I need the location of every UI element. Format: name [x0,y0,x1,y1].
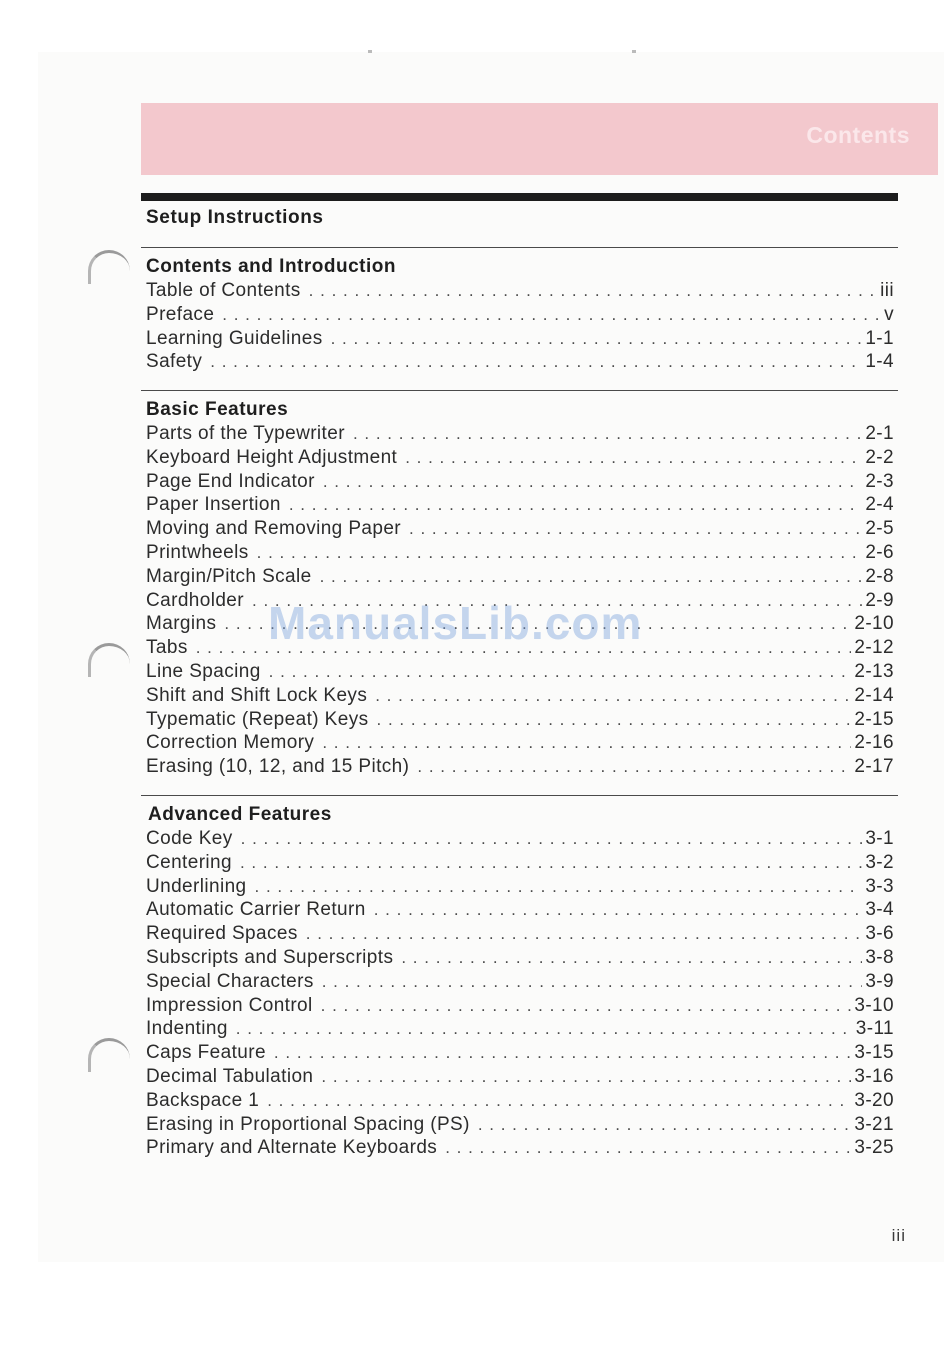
entry-label: Shift and Shift Lock Keys [146,684,368,706]
watermark: ManualsLib.com [268,597,643,649]
entry-page: 3-1 [865,828,894,849]
toc-entry[interactable] [146,827,894,851]
entry-label: Parts of the Typewriter [146,423,345,444]
dot-leader [405,446,862,470]
entry-label: Tabs [146,637,188,659]
entry-page: 2-5 [865,518,894,540]
entry-label: Impression Control [146,994,313,1016]
entry-label: Erasing in Proportional Spacing (PS) [146,1113,470,1135]
toc-entry[interactable] [146,1136,894,1160]
entry-page: 2-10 [854,613,894,635]
toc-entry[interactable] [146,708,894,732]
section-rule [141,795,898,796]
entry-page: 3-6 [865,923,894,945]
dot-leader [321,1065,851,1089]
dot-leader [267,1089,851,1113]
toc-entry[interactable] [146,898,894,922]
dot-leader [401,946,862,970]
entry-page: 2-17 [854,756,894,778]
entry-label: Keyboard Height Adjustment [146,446,398,468]
toc-entry[interactable] [146,1065,894,1089]
toc-entry[interactable] [146,851,894,875]
section-rule [141,390,898,391]
entry-label: Margin/Pitch Scale [146,565,312,587]
entry-page: 2-3 [865,470,894,492]
dot-leader [269,660,852,684]
toc-entry[interactable] [146,541,894,565]
dot-leader [353,422,862,446]
toc-section-basic-features [141,390,898,779]
binder-hole-icon [88,1038,130,1072]
dot-leader [306,922,863,946]
entry-page: 2-8 [865,565,894,587]
entry-page: 1-1 [865,327,894,349]
entry-page: 3-20 [854,1089,894,1111]
toc-entry[interactable] [146,446,894,470]
entry-page: 2-2 [865,446,894,468]
entry-label: Caps Feature [146,1042,266,1064]
toc-entry[interactable] [146,327,894,351]
entry-page: 3-16 [854,1065,894,1087]
entry-page: 3-15 [854,1042,894,1064]
toc-entry[interactable] [146,1017,894,1041]
top-rule [141,193,898,201]
dot-leader [240,851,862,875]
dot-leader [309,279,877,303]
dot-leader [274,1041,851,1065]
toc-section-contents-introduction [141,247,898,374]
binder-hole-icon [88,250,130,284]
toc-entry[interactable] [146,565,894,589]
toc-entry[interactable] [146,922,894,946]
dot-leader [289,493,862,517]
entry-page: 3-25 [854,1137,894,1159]
dot-leader [478,1113,852,1137]
entry-page: 3-10 [854,994,894,1016]
entry-page: 2-12 [854,637,894,659]
toc-entry[interactable] [146,1089,894,1113]
entry-label: Line Spacing [146,660,261,682]
toc-entry[interactable] [146,755,894,779]
dot-leader [377,708,852,732]
toc-entry[interactable] [146,660,894,684]
entry-page: 2-9 [865,589,894,611]
entry-label: Moving and Removing Paper [146,518,402,540]
entry-label: Underlining [146,875,247,897]
toc-entry[interactable] [146,493,894,517]
dot-leader [320,565,863,589]
toc-entry[interactable] [146,875,894,899]
toc-entry[interactable] [146,517,894,541]
dot-leader [222,303,881,327]
section-rule [141,247,898,248]
page-number: iii [891,1226,906,1245]
entry-label: Correction Memory [146,732,315,754]
scan-speck [632,50,636,53]
toc-entry[interactable] [146,303,894,327]
toc-entry[interactable] [146,970,894,994]
dot-leader [321,994,852,1018]
entry-label: Preface [146,303,215,325]
entry-label: Code Key [146,828,233,849]
entry-label: Learning Guidelines [146,327,323,349]
dot-leader [409,517,862,541]
dot-leader [331,327,863,351]
setup-instructions-heading: Setup Instructions [146,207,324,228]
entry-label: Special Characters [146,970,314,992]
entry-page: 3-11 [855,1018,894,1040]
scan-speck [368,50,372,53]
entry-label: Primary and Alternate Keyboards [146,1137,438,1159]
toc-entry[interactable] [146,350,894,374]
toc-entry[interactable] [146,470,894,494]
entry-label: Safety [146,351,203,373]
entry-page: 3-21 [854,1113,894,1135]
toc-entry[interactable] [146,1113,894,1137]
entry-label: Typematic (Repeat) Keys [146,708,369,730]
entry-page: 3-9 [865,970,894,992]
entry-page: 2-4 [865,494,894,516]
toc-entry[interactable] [146,1041,894,1065]
dot-leader [241,827,863,851]
entry-label: Printwheels [146,541,249,563]
entry-label: Backspace 1 [146,1089,260,1111]
toc-entry[interactable] [146,279,894,303]
dot-leader [322,731,851,755]
entry-label: Subscripts and Superscripts [146,946,394,968]
toc-entry[interactable] [146,731,894,755]
dot-leader [323,470,863,494]
entry-page: 3-8 [865,946,894,968]
entry-page: 2-13 [854,660,894,682]
section-title: Basic Features [146,399,289,420]
entry-label: Decimal Tabulation [146,1065,314,1087]
section-title: Advanced Features [148,804,332,825]
entry-page: v [884,303,894,325]
binder-hole-icon [88,643,130,677]
dot-leader [257,541,863,565]
entry-label: Indenting [146,1018,228,1040]
dot-leader [445,1136,851,1160]
entry-page: 3-2 [865,851,894,873]
section-title: Contents and Introduction [146,256,396,277]
entry-page: iii [880,280,894,301]
header-title: Contents [806,122,910,148]
entry-page: 2-16 [854,732,894,754]
dot-leader [417,755,851,779]
dot-leader [375,684,851,708]
entry-page: 1-4 [865,351,894,373]
dot-leader [236,1017,853,1041]
toc-entry[interactable] [146,422,894,446]
dot-leader [374,898,863,922]
entry-page: 2-14 [854,684,894,706]
dot-leader [210,350,862,374]
entry-label: Automatic Carrier Return [146,899,366,921]
entry-page: 3-3 [865,875,894,897]
entry-page: 3-4 [865,899,894,921]
toc-section-advanced-features [141,795,898,1160]
entry-page: 2-1 [865,423,894,444]
toc-entry[interactable] [146,994,894,1018]
dot-leader [255,875,863,899]
entry-page: 2-6 [865,541,894,563]
entry-label: Margins [146,613,217,635]
entry-label: Paper Insertion [146,494,281,516]
entry-label: Required Spaces [146,923,298,945]
entry-label: Centering [146,851,232,873]
entry-label: Cardholder [146,589,244,611]
entry-label: Erasing (10, 12, and 15 Pitch) [146,756,410,778]
entry-page: 2-15 [854,708,894,730]
entry-label: Page End Indicator [146,470,315,492]
toc-entry[interactable] [146,684,894,708]
toc-entry[interactable] [146,946,894,970]
entry-label: Table of Contents [146,280,301,301]
dot-leader [322,970,863,994]
